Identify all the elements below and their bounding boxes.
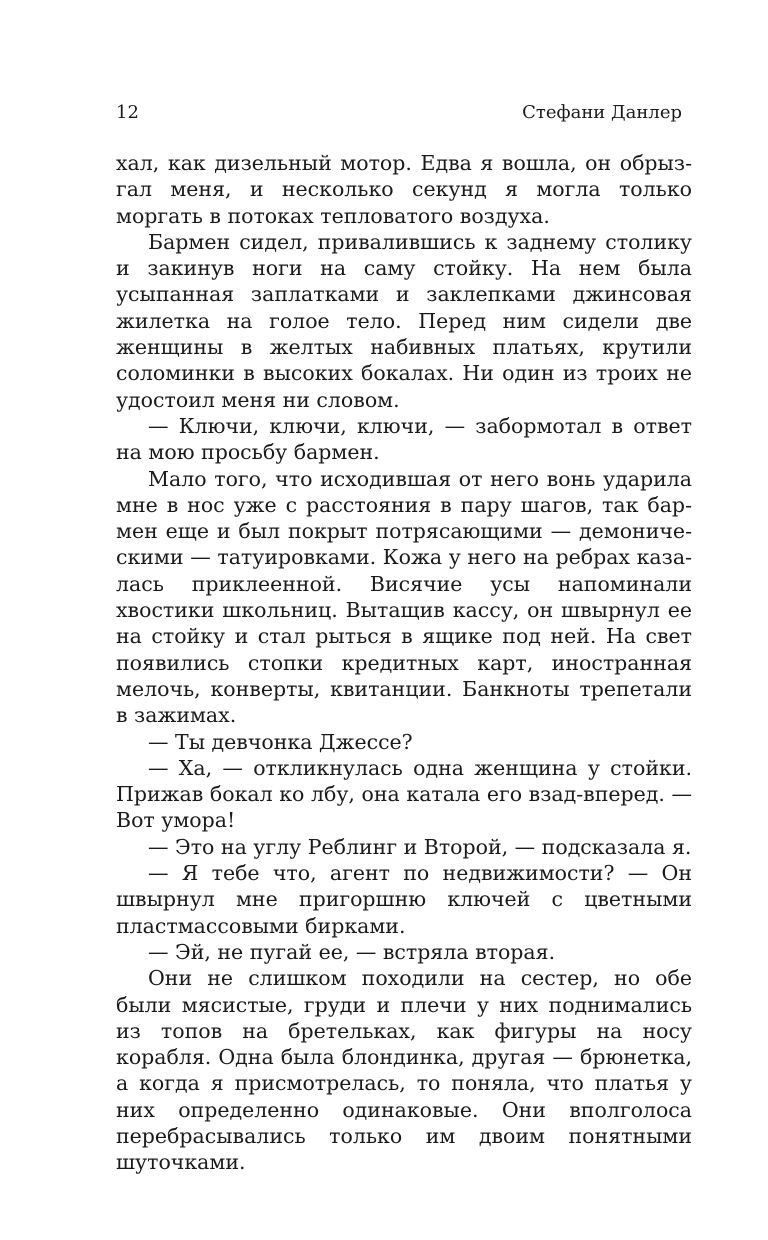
paragraph: — Ключи, ключи, ключи, — забормотал в ответ на мою просьбу бармен.	[116, 413, 692, 465]
body-text	[116, 150, 692, 1176]
paragraph: Бармен сидел, привалившись к заднему столику и закинув ноги на саму стойку. На нем была усыпанная заплатками и заклепками джинсовая жилетка на голое тело. Перед ним сидели две женщины в желтых набивных платьях, крутили соломинки в высоких бокалах. Ни один из троих не удостоил меня ни словом.	[116, 229, 692, 412]
paragraph: Мало того, что исходившая от него вонь ударила мне в нос уже с расстояния в пару шагов, так бармен еще и был покрыт потрясающими — демоническими — татуировками. Кожа у него на ребрах казалась приклеенной. Висячие усы напоминали хвостики школьниц. Вытащив кассу, он швырнул ее на стойку и стал рыться в ящике под ней. На свет появились стопки кредитных карт, иностранная мелочь, конверты, квитанции. Банкноты трепетали в зажимах.	[116, 466, 692, 728]
paragraph: — Эй, не пугай ее, — встряла вторая.	[148, 939, 556, 964]
author-name: Стефани Данлер	[522, 102, 682, 123]
paragraph: — Я тебе что, агент по недвижимости? — Он швырнул мне пригоршню ключей с цветными пластмассовыми бирками.	[116, 861, 692, 938]
paragraph: — Это на углу Реблинг и Второй, — подсказала я.	[148, 834, 692, 859]
paragraph: — Ты девчонка Джессе?	[148, 729, 413, 754]
page-number: 12	[116, 102, 139, 123]
paragraph: Они не слишком походили на сестер, но обе были мясистые, груди и плечи у них поднимались из топов на бретельках, как фигуры на носу корабля. Одна была блондинка, другая — брюнетка, а когда я присмотрелась, то поняла, что платья у них определенно одинаковые. Они вполголоса перебрасывались только им двоим понятными шуточками.	[116, 966, 692, 1175]
paragraph: хал, как дизельный мотор. Едва я вошла, он обрызгал меня, и несколько секунд я могла только моргать в потоках тепловатого воздуха.	[116, 151, 692, 228]
paragraph: — Ха, — откликнулась одна женщина у стойки. Прижав бокал ко лбу, она катала его взад-вперед. — Вот умора!	[116, 755, 692, 833]
running-header	[116, 100, 682, 126]
